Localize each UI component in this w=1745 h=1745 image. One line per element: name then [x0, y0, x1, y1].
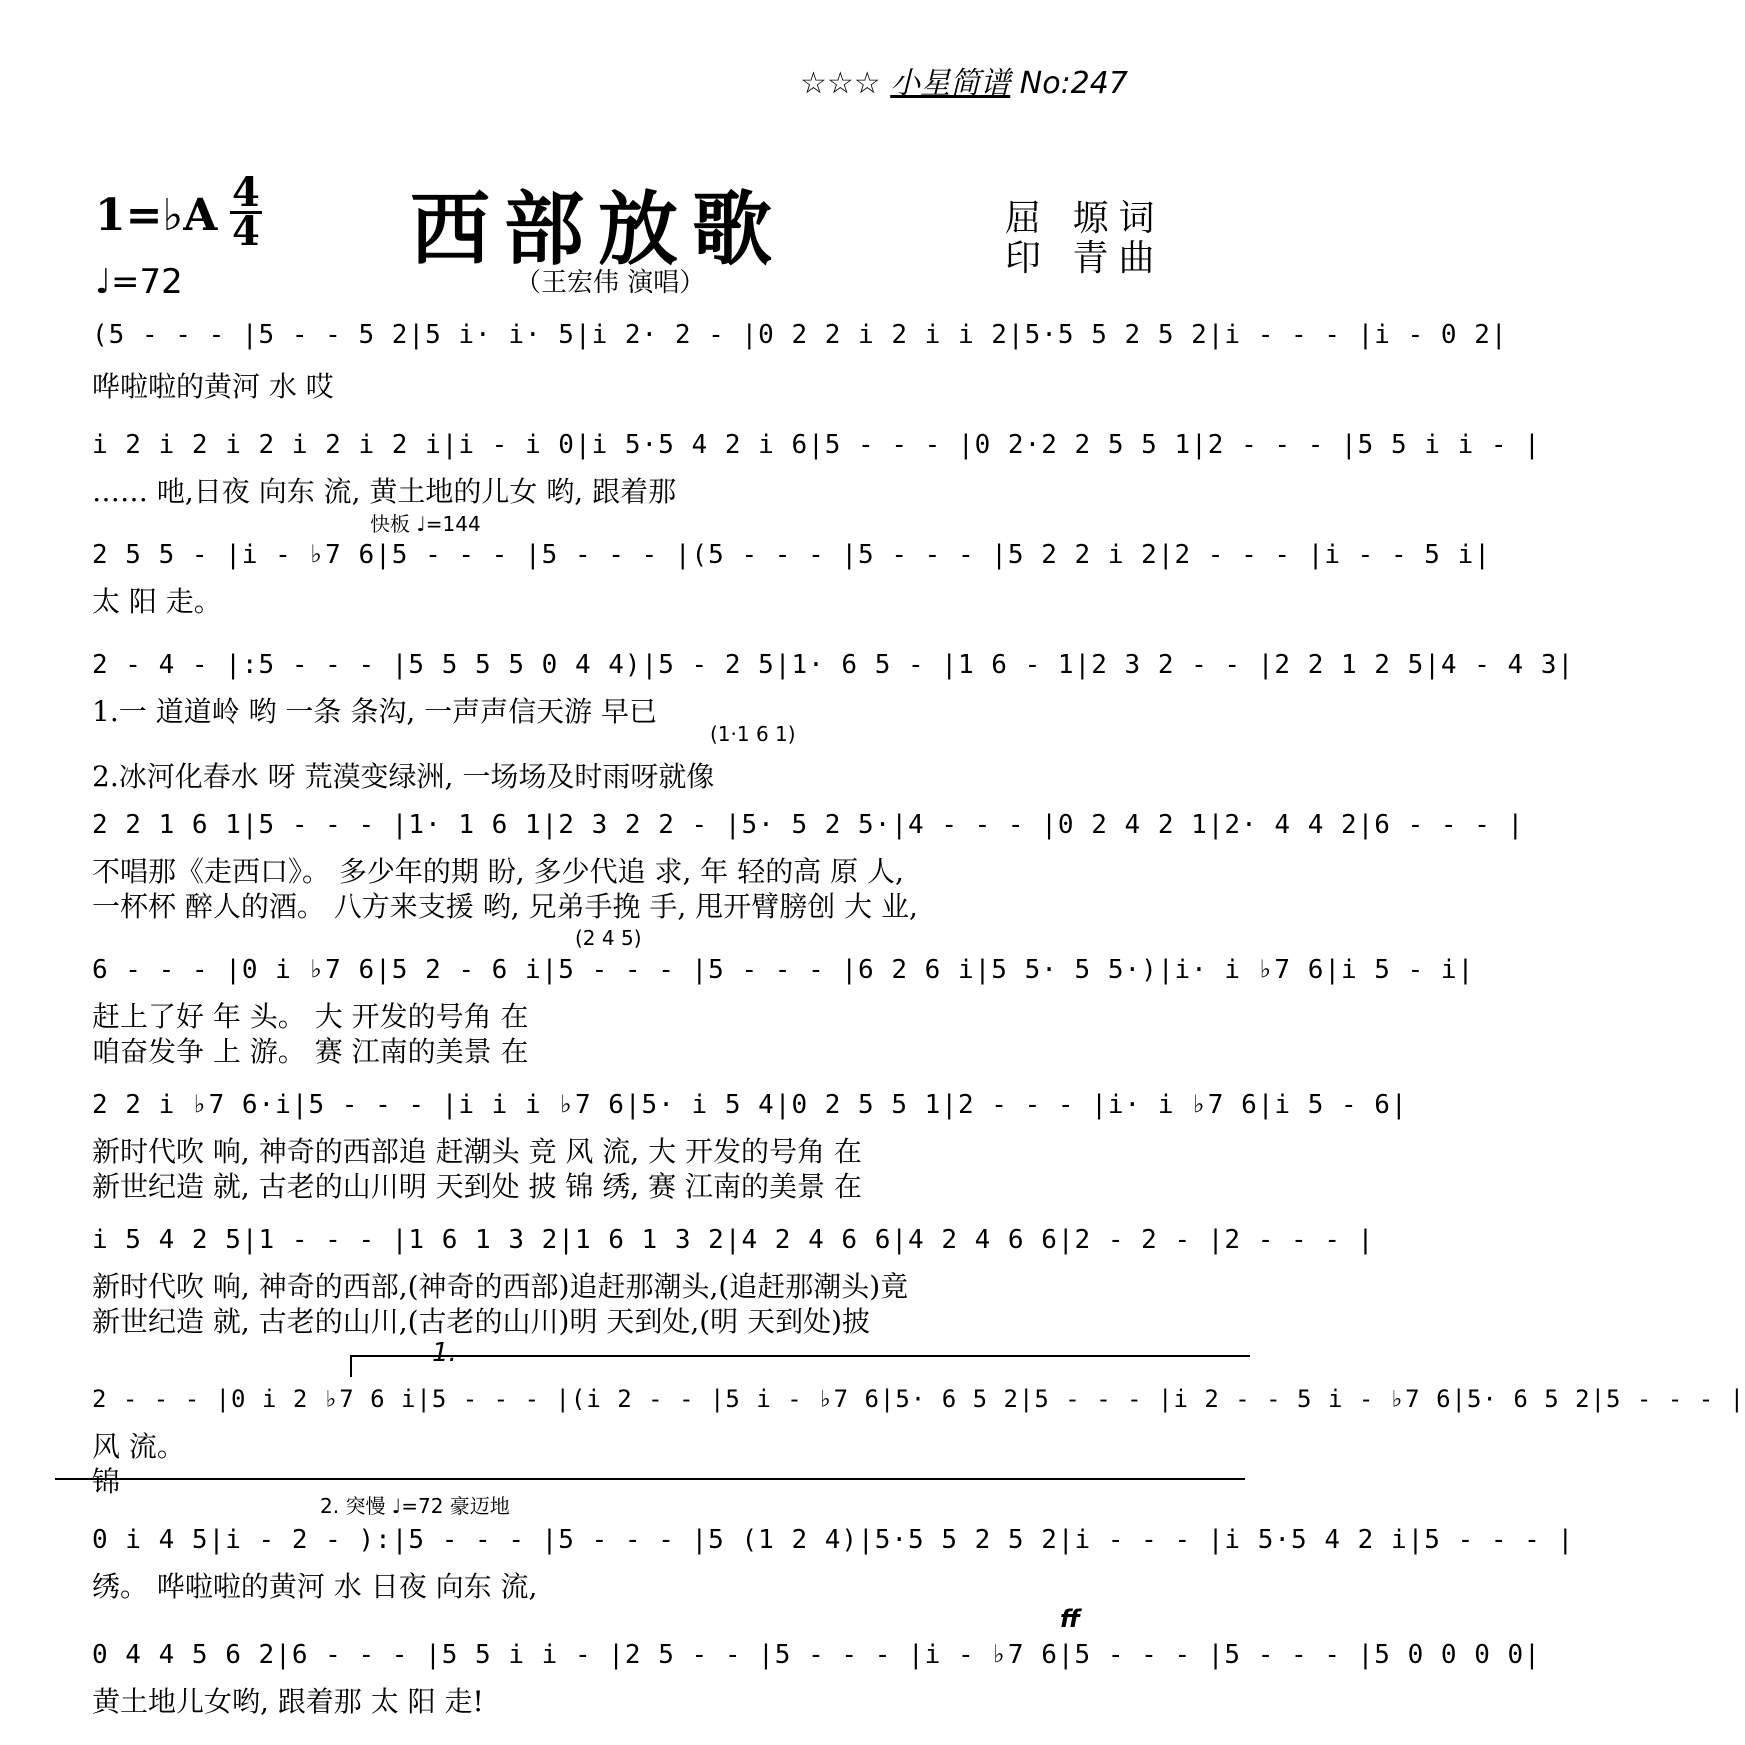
lyric-row-2: …… 吔,日夜 向东 流, 黄土地的儿女 哟, 跟着那 — [92, 475, 677, 508]
alternate-notes: (1·1 6 1) — [710, 722, 796, 746]
meter-top: 4 — [232, 169, 260, 216]
lyric-row-5-verse1: 不唱那《走西口》。 多少年的期 盼, 多少代追 求, 年 轻的高 原 人, — [92, 855, 904, 888]
notation-row-3: 2 5 5 - |i - ♭7 6|5 - - - |5 - - - |(5 - - - |5 - - - |5 2 2 i 2|2 - - - |i - - 5 i| — [92, 540, 1491, 570]
notation-row-6: 6 - - - |0 i ♭7 6|5 2 - 6 i|5 - - - |5 - - - |6 2 6 i|5 5· 5 5·)|i· i ♭7 6|i 5 - i| — [92, 955, 1475, 985]
singer-credit: （王宏伟 演唱） — [515, 268, 706, 298]
brand-number: No:247 — [1019, 66, 1128, 101]
lyric-row-10: 绣。 哗啦啦的黄河 水 日夜 向东 流, — [92, 1570, 538, 1603]
lyric-row-11: 黄土地儿女哟, 跟着那 太 阳 走! — [92, 1685, 484, 1718]
brand-line — [800, 58, 1128, 102]
lyric-row-9-verse2: 锦 — [92, 1465, 121, 1498]
notation-row-4: 2 - 4 - |:5 - - - |5 5 5 5 0 4 4)|5 - 2 5|1· 6 5 - |1 6 - 1|2 3 2 - - |2 2 1 2 5|4 - 4 3| — [92, 650, 1575, 680]
song-title: 西部放歌 — [410, 182, 786, 276]
lyric-row-3: 太 阳 走。 — [92, 585, 222, 618]
intro-notes: (2 4 5) — [575, 926, 642, 950]
key-label: 1= — [95, 190, 163, 241]
first-ending-left — [350, 1355, 352, 1377]
lyric-row-5-verse2: 一杯杯 醉人的酒。 八方来支援 哟, 兄弟手挽 手, 甩开臂膀创 大 业, — [92, 890, 918, 923]
lyric-row-4-verse2: 2.冰河化春水 呀 荒漠变绿洲, 一场场及时雨呀就像 — [92, 760, 715, 793]
lyric-row-6-verse2: 咱奋发争 上 游。 赛 江南的美景 在 — [92, 1035, 529, 1068]
lyricist-credit: 屈 塬词 — [1005, 198, 1165, 239]
lyric-row-8-verse1: 新时代吹 响, 神奇的西部,(神奇的西部)追赶那潮头,(追赶那潮头)竟 — [92, 1270, 909, 1303]
tempo-marking: ♩=72 — [95, 262, 183, 302]
notation-row-11: 0 4 4 5 6 2|6 - - - |5 5 i i - |2 5 - - |5 - - - |i - ♭7 6|5 - - - |5 - - - |5 0 0 0 0| — [92, 1640, 1541, 1670]
notation-row-7: 2 2 i ♭7 6·i|5 - - - |i i i ♭7 6|5· i 5 4|0 2 5 5 1|2 - - - |i· i ♭7 6|i 5 - 6| — [92, 1090, 1408, 1120]
notation-row-9: 2 - - - |0 i 2 ♭7 6 i|5 - - - |(i 2 - - |5 i - ♭7 6|5· 6 5 2|5 - - - |i 2 - - 5 i - ♭7 6|5· 6 5 2|5 - - - | — [92, 1385, 1745, 1413]
meter-bottom: 4 — [232, 208, 260, 255]
time-signature — [230, 169, 262, 255]
lyric-row-1: 哗啦啦的黄河 水 哎 — [92, 370, 334, 403]
second-ending-label: 2. 突慢 ♩=72 豪迈地 — [320, 1494, 510, 1518]
notation-row-1: (5 - - - |5 - - 5 2|5 i· i· 5|i 2· 2 - |0 2 2 i 2 i i 2|5·5 5 2 5 2|i - - - |i - 0 2| — [92, 320, 1508, 350]
lyric-row-7-verse2: 新世纪造 就, 古老的山川明 天到处 披 锦 绣, 赛 江南的美景 在 — [92, 1170, 862, 1203]
key-signature — [95, 190, 217, 241]
tempo-change-fast: 快板 ♩=144 — [370, 512, 481, 536]
lyric-row-7-verse1: 新时代吹 响, 神奇的西部追 赶潮头 竞 风 流, 大 开发的号角 在 — [92, 1135, 862, 1168]
dynamic-ff: ff — [1060, 1605, 1080, 1633]
brand-name: 小星简谱 — [890, 66, 1011, 101]
composer-credit: 印 青曲 — [1005, 238, 1165, 279]
lyric-row-9-verse1: 风 流。 — [92, 1430, 185, 1463]
notation-row-2: i 2 i 2 i 2 i 2 i 2 i|i - i 0|i 5·5 4 2 i 6|5 - - - |0 2·2 2 5 5 1|2 - - - |5 5 i i - | — [92, 430, 1541, 460]
notation-row-10: 0 i 4 5|i - 2 - ):|5 - - - |5 - - - |5 (1 2 4)|5·5 5 2 5 2|i - - - |i 5·5 4 2 i|5 - - - | — [92, 1525, 1575, 1555]
first-ending-label: 1. — [432, 1338, 457, 1368]
notation-row-8: i 5 4 2 5|1 - - - |1 6 1 3 2|1 6 1 3 2|4 2 4 6 6|4 2 4 6 6|2 - 2 - |2 - - - | — [92, 1225, 1375, 1255]
notation-row-5: 2 2 1 6 1|5 - - - |1· 1 6 1|2 3 2 2 - |5· 5 2 5·|4 - - - |0 2 4 2 1|2· 4 4 2|6 - - - | — [92, 810, 1525, 840]
brand-stars: ☆☆☆ — [800, 66, 881, 101]
lyric-row-8-verse2: 新世纪造 就, 古老的山川,(古老的山川)明 天到处,(明 天到处)披 — [92, 1305, 871, 1338]
second-ending-bracket — [55, 1478, 1245, 1480]
key-flat: ♭A — [162, 190, 218, 241]
lyric-row-6-verse1: 赶上了好 年 头。 大 开发的号角 在 — [92, 1000, 529, 1033]
first-ending-bracket — [350, 1355, 1250, 1357]
lyric-row-4-verse1: 1.一 道道岭 哟 一条 条沟, 一声声信天游 早已 — [92, 695, 658, 728]
